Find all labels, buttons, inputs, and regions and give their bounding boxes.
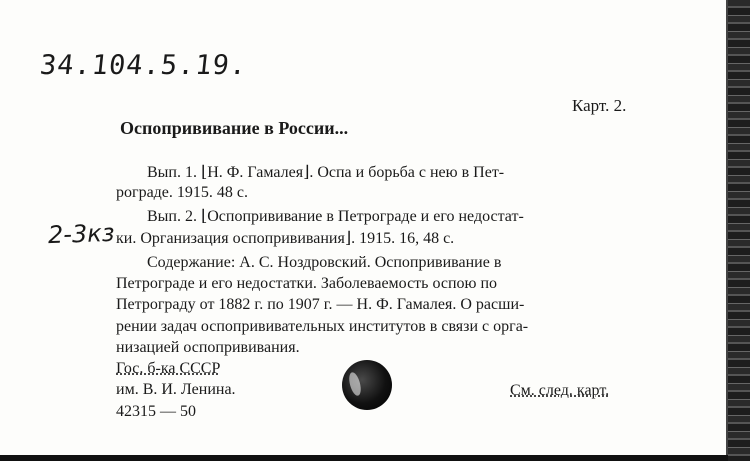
card-number: Карт. 2. [572,96,627,115]
see-next-card: См. след. карт. [510,382,610,399]
handwritten-note: 2-3кз [47,218,115,250]
library-name-line1: Гос. б-ка СССР [116,360,221,377]
card-edge-shadow [728,0,750,461]
body-line-6: Петрограде и его недостатки. Заболеваемость оспою по [116,275,498,292]
body-line-3: Вып. 2. ⌊Оспопрививание в Петрограде и его недостат- [147,208,524,225]
body-line-4: ки. Организация оспопрививания⌋. 1915. 16, 48 с. [116,230,455,247]
body-line-1: Вып. 1. ⌊Н. Ф. Гамалея⌋. Оспа и борьба с нею в Пет- [147,164,505,181]
body-line-2: рограде. 1915. 48 с. [116,184,249,201]
print-code: 42315 — 50 [116,403,196,420]
shelfmark: 34.104.5.19. [38,50,249,81]
body-line-7: Петрограду от 1882 г. по 1907 г. — Н. Ф. Гамалея. О расши- [116,296,525,313]
body-line-5: Содержание: А. С. Ноздровский. Оспопрививание в [147,254,502,271]
card-title: Оспопрививание в России... [120,118,349,138]
body-line-8: рении задач оспопрививательных институтов в связи с орга- [116,318,529,335]
library-name-line2: им. В. И. Ленина. [116,381,236,398]
body-line-9: низацией оспопрививания. [116,339,300,356]
